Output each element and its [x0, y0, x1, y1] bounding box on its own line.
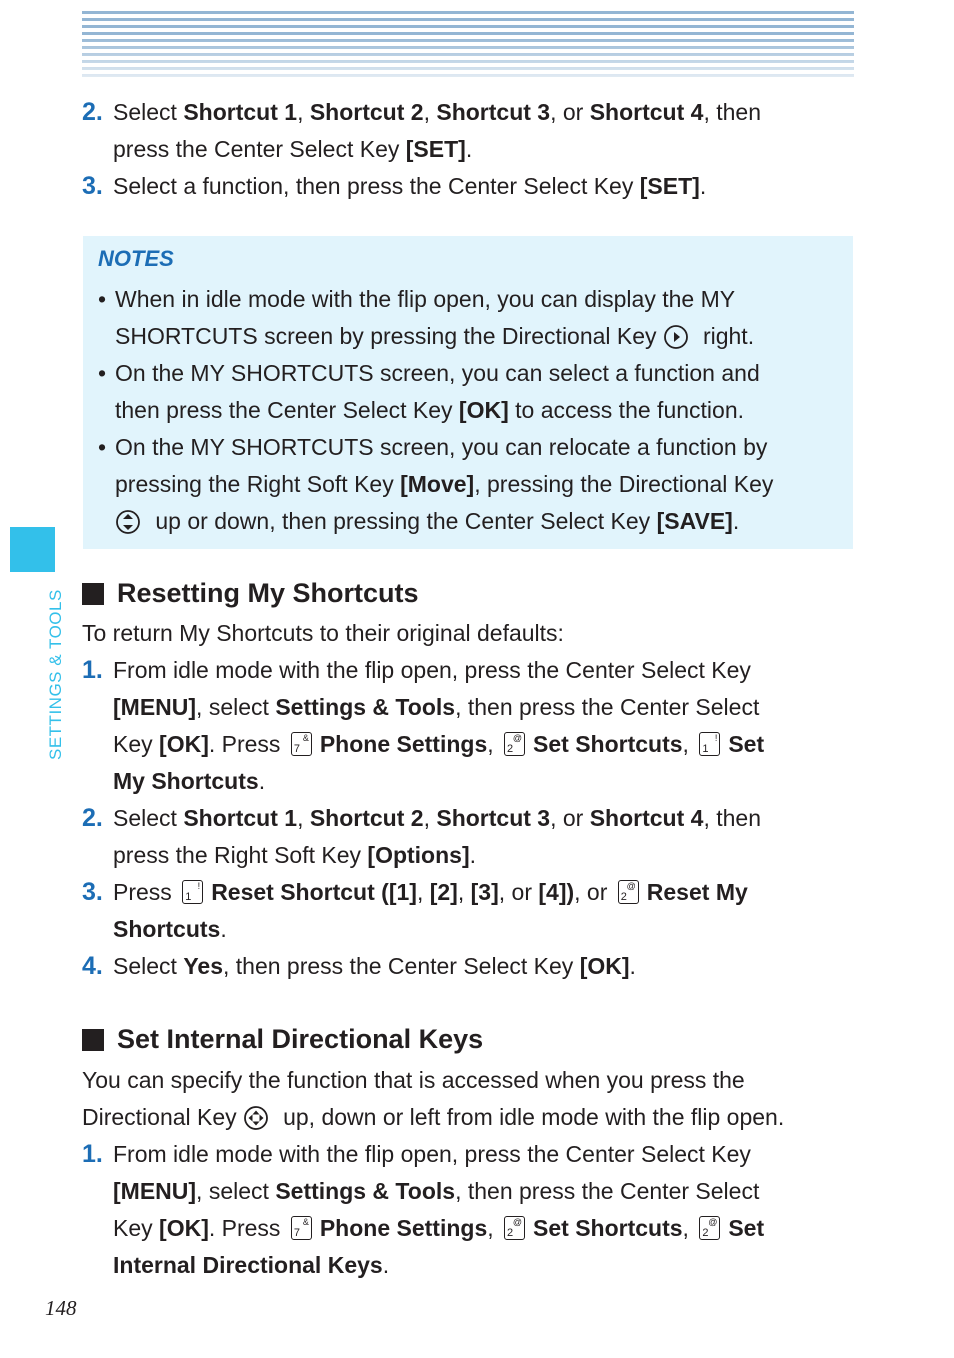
step-2: 2. Select Shortcut 1, Shortcut 2, Shortcut 3, or Shortcut 4, then press the Center Select Key [SET].	[82, 98, 761, 162]
heading-square-icon	[82, 1029, 104, 1051]
directional-key-all-icon	[243, 1105, 269, 1131]
step-3: 3. Select a function, then press the Center Select Key [SET].	[82, 172, 707, 200]
reset-step-1: 1. From idle mode with the flip open, press the Center Select Key [MENU], select Settings & Tools, then press the Center Select Key [OK]. Press 7 & Phone Settings, 2 @ Set Shortcuts, 1 ! Set My Shortcuts.	[82, 656, 765, 794]
reset-section	[82, 615, 854, 985]
key-2-icon: 2 @	[699, 1216, 720, 1240]
directional-key-right-icon	[663, 324, 689, 350]
internal-intro: You can specify the function that is accessed when you press the Directional Key up, down or left from idle mode with the flip open.	[82, 1067, 785, 1130]
note-item: • On the MY SHORTCUTS screen, you can select a function and then press the Center Select Key [OK] to access the function.	[98, 360, 760, 423]
reset-step-2: 2. Select Shortcut 1, Shortcut 2, Shortcut 3, or Shortcut 4, then press the Right Soft Key [Options].	[82, 804, 761, 868]
directional-key-up-down-icon	[115, 509, 141, 535]
key-2-icon: 2 @	[504, 1216, 525, 1240]
note-item: • On the MY SHORTCUTS screen, you can relocate a function by pressing the Right Soft Key [Move], pressing the Directional Key up or down, then pressing the Center Select Key [SAVE].	[98, 434, 774, 534]
note-item: • When in idle mode with the flip open, you can display the MY SHORTCUTS screen by pressing the Directional Key right.	[98, 286, 755, 349]
key-7-icon: 7 &	[291, 1216, 312, 1240]
section-tab-marker	[10, 527, 55, 572]
key-1-icon: 1 !	[699, 732, 720, 756]
header-stripes	[82, 11, 854, 79]
reset-step-4: 4. Select Yes, then press the Center Select Key [OK].	[82, 952, 636, 980]
internal-step-1: 1. From idle mode with the flip open, press the Center Select Key [MENU], select Settings & Tools, then press the Center Select Key [OK]. Press 7 & Phone Settings, 2 @ Set Shortcuts, 2 @ Set Internal Directional Keys.	[82, 1140, 765, 1278]
key-7-icon: 7 &	[291, 732, 312, 756]
top-steps	[82, 94, 854, 205]
reset-step-3: 3. Press 1 ! Reset Shortcut ([1], [2], [3], or [4]), or 2 @ Reset My Shortcuts.	[82, 878, 748, 942]
heading-square-icon	[82, 583, 104, 605]
notes-title: NOTES	[98, 246, 174, 271]
key-2-icon: 2 @	[504, 732, 525, 756]
side-section-label: SETTINGS & TOOLS	[46, 589, 65, 760]
page-number: 148	[45, 1296, 77, 1320]
notes-box	[83, 236, 853, 549]
section-heading-reset: Resetting My Shortcuts	[82, 578, 419, 609]
section-heading-internal-keys: Set Internal Directional Keys	[82, 1024, 483, 1055]
reset-intro: To return My Shortcuts to their original defaults:	[82, 620, 564, 646]
internal-keys-section	[82, 1062, 854, 1284]
key-2-icon: 2 @	[618, 880, 639, 904]
key-1-icon: 1 !	[182, 880, 203, 904]
